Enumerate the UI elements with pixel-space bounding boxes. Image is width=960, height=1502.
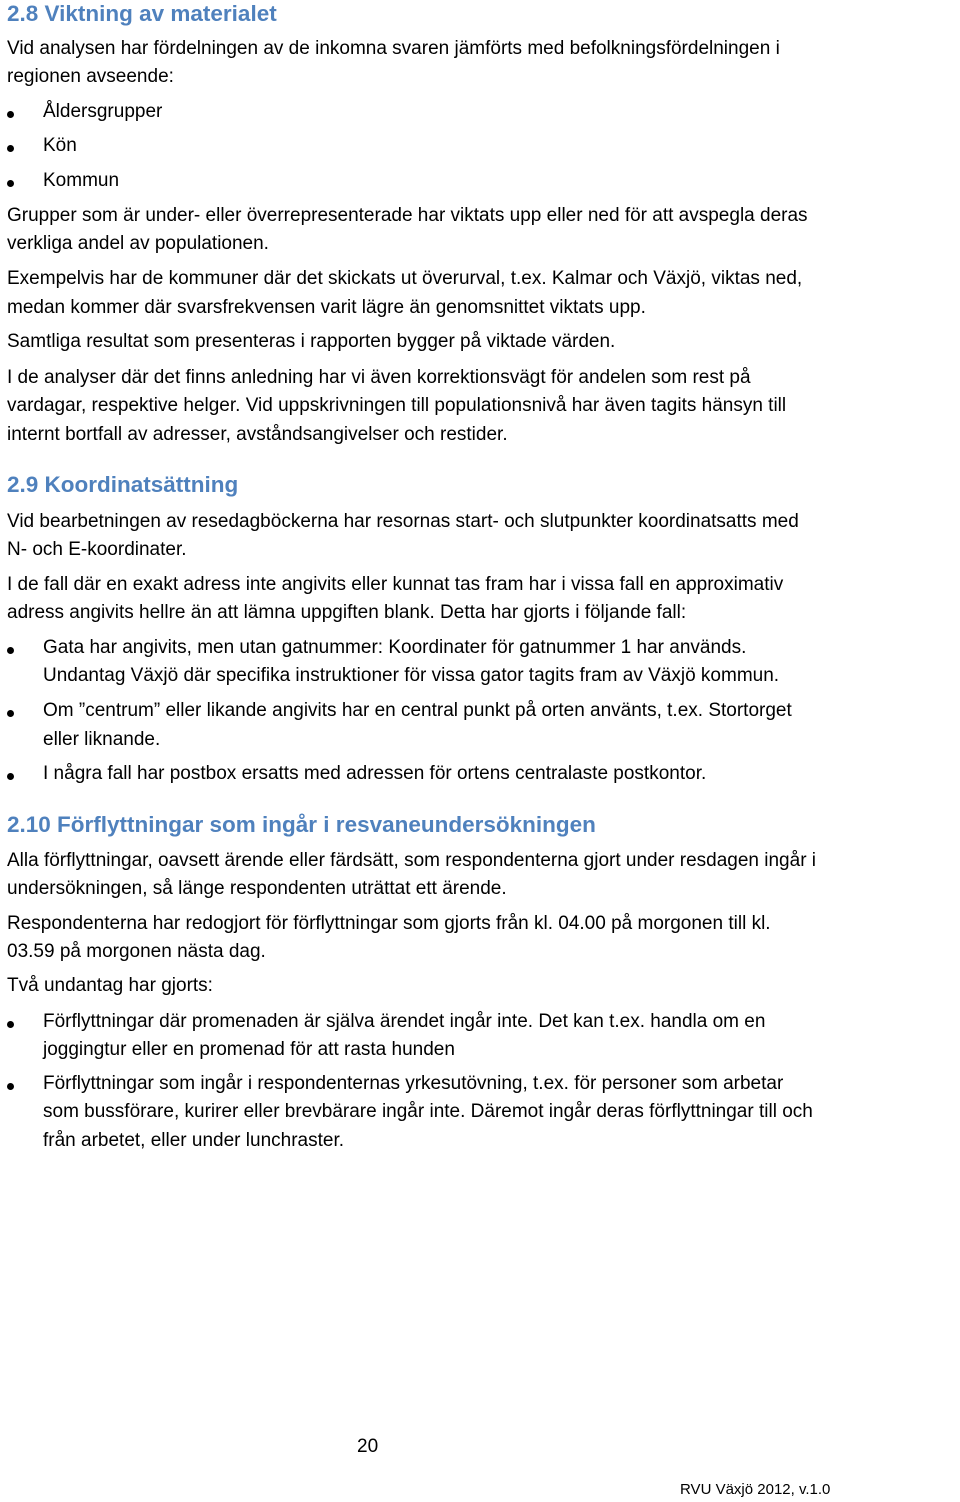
paragraph-line: Vid analysen har fördelningen av de inkomna svaren jämförts med befolkningsfördelningen i	[7, 38, 780, 59]
paragraph-line: regionen avseende:	[7, 66, 174, 87]
list-item: I några fall har postbox ersatts med adressen för ortens centralaste postkontor.	[43, 763, 707, 784]
bullet-icon	[7, 145, 14, 152]
bullet-icon	[7, 180, 14, 187]
bullet-icon	[7, 773, 14, 780]
bullet-icon	[7, 1083, 14, 1090]
list-item: Gata har angivits, men utan gatnummer: Koordinater för gatnummer 1 har används.	[43, 637, 747, 658]
paragraph-line: undersökningen, så länge respondenten uträttat ett ärende.	[7, 878, 507, 899]
paragraph-line: Samtliga resultat som presenteras i rapporten bygger på viktade värden.	[7, 331, 616, 352]
bullet-icon	[7, 710, 14, 717]
list-item-continuation: Undantag Växjö där specifika instruktioner för vissa gator tagits fram av Växjö kommun.	[43, 665, 780, 686]
paragraph-line: Grupper som är under- eller överrepresenterade har viktats upp eller ned för att avspegla deras	[7, 205, 808, 226]
list-item: Om ”centrum” eller likande angivits har en central punkt på orten använts, t.ex. Stortorget	[43, 700, 792, 721]
list-item-continuation: som bussförare, kurirer eller brevbärare ingår inte. Däremot ingår deras förflyttningar till och	[43, 1101, 813, 1122]
page-number: 20	[357, 1436, 379, 1457]
paragraph-line: Vid bearbetningen av resedagböckerna har resornas start- och slutpunkter koordinatsatts med	[7, 511, 799, 532]
paragraph-line: verkliga andel av populationen.	[7, 233, 269, 254]
paragraph-line: I de fall där en exakt adress inte angivits eller kunnat tas fram har i vissa fall en approximativ	[7, 574, 784, 595]
paragraph-line: N- och E-koordinater.	[7, 539, 187, 560]
list-item-continuation: eller liknande.	[43, 729, 161, 750]
section-heading-2-8: 2.8 Viktning av materialet	[7, 1, 277, 26]
section-heading-2-9: 2.9 Koordinatsättning	[7, 472, 239, 497]
list-item: Förflyttningar som ingår i respondenternas yrkesutövning, t.ex. för personer som arbetar	[43, 1073, 784, 1094]
bullet-icon	[7, 647, 14, 654]
paragraph-line: I de analyser där det finns anledning har vi även korrektionsvägt för andelen som rest på	[7, 367, 751, 388]
list-item-continuation: joggingtur eller en promenad för att rasta hunden	[43, 1039, 455, 1060]
paragraph-line: vardagar, respektive helger. Vid uppskrivningen till populationsnivå har även tagits hänsyn till	[7, 395, 787, 416]
bullet-icon	[7, 111, 14, 118]
bullet-icon	[7, 1021, 14, 1028]
paragraph-line: 03.59 på morgonen nästa dag.	[7, 941, 266, 962]
list-item: Förflyttningar där promenaden är själva ärendet ingår inte. Det kan t.ex. handla om en	[43, 1011, 766, 1032]
paragraph-line: medan kommer där svarsfrekvensen varit lägre än genomsnittet viktats upp.	[7, 297, 646, 318]
paragraph-line: Två undantag har gjorts:	[7, 975, 213, 996]
paragraph-line: adress angivits hellre än att lämna uppgiften blank. Detta har gjorts i följande fall:	[7, 602, 687, 623]
section-heading-2-10: 2.10 Förflyttningar som ingår i resvaneundersökningen	[7, 812, 596, 837]
list-item-continuation: från arbetet, eller under lunchraster.	[43, 1130, 345, 1151]
list-item: Kön	[43, 135, 77, 156]
paragraph-line: Exempelvis har de kommuner där det skickats ut överurval, t.ex. Kalmar och Växjö, viktas ned,	[7, 268, 803, 289]
paragraph-line: Alla förflyttningar, oavsett ärende eller färdsätt, som respondenterna gjort under resdagen ingår i	[7, 850, 817, 871]
paragraph-line: internt bortfall av adresser, avståndsangivelser och restider.	[7, 424, 508, 445]
list-item: Åldersgrupper	[43, 101, 163, 122]
footer-text: RVU Växjö 2012, v.1.0	[680, 1481, 831, 1498]
list-item: Kommun	[43, 170, 120, 191]
paragraph-line: Respondenterna har redogjort för förflyttningar som gjorts från kl. 04.00 på morgonen till kl.	[7, 913, 771, 934]
